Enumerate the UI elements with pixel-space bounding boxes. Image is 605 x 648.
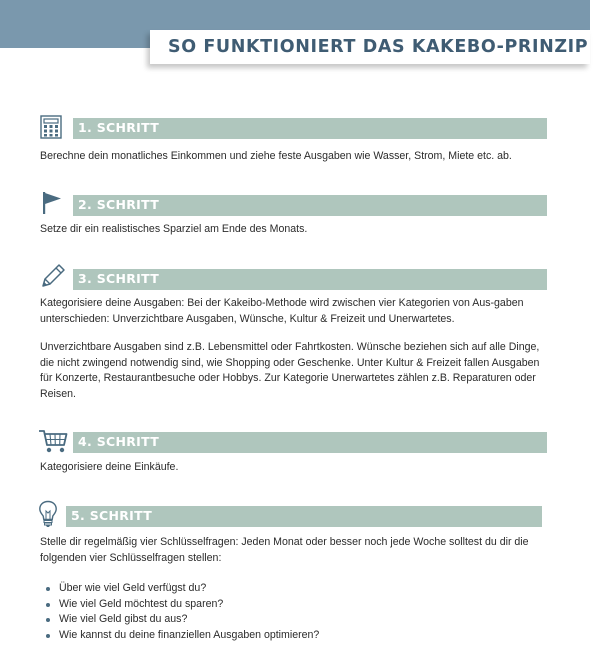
- title-box: [150, 30, 590, 64]
- step-4-text: Kategorisiere deine Einkäufe.: [40, 461, 179, 473]
- pencil-icon: [40, 263, 66, 289]
- step-5-label: 5. SCHRITT: [71, 508, 153, 523]
- list-item: Wie kannst du deine finanziellen Ausgaben optimieren?: [46, 628, 319, 644]
- step-1-label: 1. SCHRITT: [78, 120, 160, 135]
- step-2-label: 2. SCHRITT: [78, 197, 160, 212]
- step-3-header: [73, 269, 547, 290]
- shopping-cart-icon: [38, 428, 68, 454]
- step-4-label: 4. SCHRITT: [78, 434, 160, 449]
- step-1-text: Berechne dein monatliches Einkommen und ziehe feste Ausgaben wie Wasser, Strom, Miete etc. ab.: [40, 150, 512, 162]
- step-2-text: Setze dir ein realistisches Sparziel am Ende des Monats.: [40, 223, 308, 235]
- flag-icon: [41, 191, 63, 215]
- list-item: Wie viel Geld gibst du aus?: [46, 612, 319, 628]
- step-5-text: Stelle dir regelmäßig vier Schlüsselfragen: Jeden Monat oder besser noch jede Woche solltest du dir die folgenden vier Schlüsselfragen stellen:: [40, 536, 529, 564]
- step-4-header: [73, 432, 547, 453]
- step-1-header: [73, 118, 547, 139]
- list-item: Über wie viel Geld verfügst du?: [46, 581, 319, 597]
- list-item: Wie viel Geld möchtest du sparen?: [46, 597, 319, 613]
- page-title: SO FUNKTIONIERT DAS KAKEBO-PRINZIP: [168, 37, 589, 57]
- calculator-icon: [40, 115, 62, 139]
- lightbulb-icon: [38, 500, 58, 528]
- step-2-header: [73, 195, 547, 216]
- step-3-label: 3. SCHRITT: [78, 271, 160, 286]
- step-3-text-2: Unverzichtbare Ausgaben sind z.B. Lebensmittel oder Fahrtkosten. Wünsche beziehen sich auf alle Dinge, die nicht zwingend notwendig sind, wie Shopping oder Geschenke. Unter Kultur & Freizeit fallen Ausgaben für Konzerte, Restaurantbesuche oder Hobbys. Zur Kategorie Unerwartetes zählen z.B. Reparaturen oder Reisen.: [40, 341, 540, 400]
- key-questions-list: [46, 581, 319, 643]
- step-5-header: [66, 506, 542, 527]
- step-3-text-1: Kategorisiere deine Ausgaben: Bei der Kakeibo-Methode wird zwischen vier Kategorien von Aus-gaben unterschieden: Unverzichtbare Ausgaben, Wünsche, Kultur & Freizeit und Unerwartetes.: [40, 297, 524, 325]
